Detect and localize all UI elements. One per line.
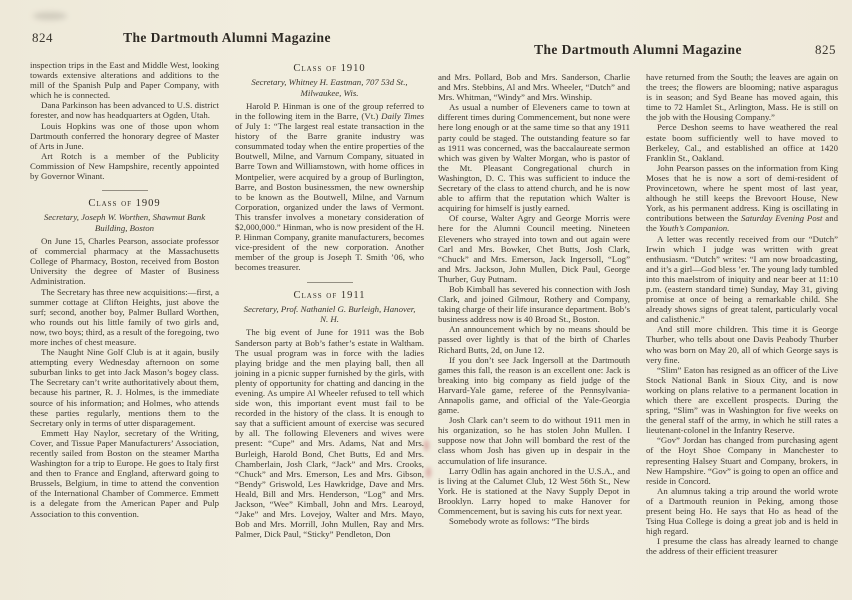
page-825-column-2 — [646, 72, 838, 557]
page-824-columns — [30, 60, 424, 539]
page-825-column-1 — [438, 72, 630, 557]
paragraph: An alumnus taking a trip around the world wrote of a Dartmouth reunion in Peking, among those present being Ho. He says that Ho as head of the Tsing Hua College is doing a great job and is held in high regard. — [646, 485, 838, 537]
paragraph: The Naught Nine Golf Club is at it again, busily attempting every Wednesday afternoon on some suburban links to get into Jack Mason’s bogey class. The Secretary can’t write authoritatively about them, because his partner, R. J. Holmes, is the immediate source of his information; and Holmes, who attends these parties regularly, mentions them to the Secretary only in terms of utter disparagement. — [30, 347, 219, 428]
paragraph: have returned from the South; the leaves are again on the trees; the flowers are blooming; native asparagus is in season; and Syd Beane has moved again, this time to 72 Hamlet St., Arlington, Mass. He is still on the job with the Housing Company.” — [646, 72, 838, 123]
paragraph: I presume the class has already learned to change the address of their efficient treasurer — [646, 536, 838, 557]
paragraph: Louis Hopkins was one of those upon whom Dartmouth conferred the honorary degree of Master of Arts in June. — [30, 120, 219, 151]
paragraph: The Secretary has three new acquisitions:—first, a summer cottage at Clifton Heights, just above the surf; second, another boy, Palmer Bullard Worthen, who rounds out his little family of two girls and, now, two boys; third, as a result of the foregoing, two more inches of chest measure. — [30, 286, 219, 347]
class-heading: Class of 1911 — [293, 289, 366, 301]
paragraph: Larry Odlin has again anchored in the U.S.A., and is living at the Calumet Club, 12 West 56th St., New York. He is stationed at the Navy Supply Depot in Brooklyn. Larry hoped to make Hanover for Commencement, but is saving his cuts for next year. — [438, 465, 630, 517]
paragraph: A letter was recently received from our “Dutch” Irwin which I judge was written with great enthusiasm. “Dutch” writes: “I am now broadcasting, and it’s a girl—God bless ’er. The young lady tumbled into this maelstrom of iniquity and near beer at 11:10 p.m. (eastern standard time) Sunday, May 31, giving promise at once of being a remarkable child. She already shows signs of great talent, particularly vocal and calisthenic.” — [646, 233, 838, 325]
paragraph: Emmett Hay Naylor, secretary of the Writing, Cover, and Tissue Paper Manufacturers’ Association, recently sailed from Boston on the steamer Martha Washington for a trip to Europe. He goes to Italy first and then to France and England, afterward going to Brussels, Belgium, in time to attend the convention of the International Chamber of Commerce. Emmett is a delegate from the American Paper and Pulp Association to this convention. — [30, 427, 219, 519]
page-824 — [30, 30, 424, 539]
scan-artifact — [424, 440, 429, 451]
page-825-header — [438, 42, 838, 62]
secretary-line: Secretary, Prof. Nathaniel G. Burleigh, Hanover, N. H. — [243, 303, 416, 324]
paragraph: An announcement which by no means should be passed over lightly is that of the birth of Charles Richard Butts, 2d, on June 12. — [438, 324, 630, 355]
page-824-column-1 — [30, 60, 219, 539]
paragraph: The big event of June for 1911 was the Bob Sanderson party at Bob’s father’s estate in Waltham. The usual program was in force with the ladies playing bridge and the men playing ball, then all joining in a picnic supper furnished by the girls, with plenty of opportunity for chatting and dancing in the evening. As umpire Al Wheeler refused to tell which side won, this important event must fail to be recorded in the history of the class. It is enough to say that a sufficient amount of exercise was secured by all. The following Eleveners and wives were present: “Cupe” and Mrs. Adams, Nat and Mrs. Burleigh, Harold Bond, Chet Butts, Ed and Mrs. Chamberlain, Josh Clark, “Jack” and Mrs. Crooks, “Chuck” and Mrs. Emerson, Les and Mrs. Gibson, “Bendy” Griswold, Les Hawkridge, Dave and Mrs. Heald, Bill and Mrs. Henderson, “Log” and Mrs. Jackson, “Wee” Kimball, John and Mrs. Learoyd, “Jake” and Mrs. Lovejoy, Walter and Mrs. Mayo, Bob and Mrs. Morrill, John Mullen, Ray and Mrs. Palmer, Dick Paul, “Sticky” Pendleton, Don — [235, 327, 424, 540]
paragraph: Of course, Walter Agry and George Morris were here for the Alumni Council meeting. Nineteen Eleveners who strayed into town and out again were Carl and Mrs. Bowker, Chet Butts, Josh Clark, “Chuck” and Mrs. Emerson, Jack Ingersoll, “Log” and Mrs. Jackson, John Mullen, Dick Paul, George Thurber, Guy Putnam. — [438, 213, 630, 284]
paragraph: Bob Kimball has severed his connection with Josh Clark, and joined Gilmour, Rothery and Company, taking charge of their life insurance department. Bob’s business address now is 40 Broad St., Boston. — [438, 283, 630, 325]
paragraph: As usual a number of Eleveners came to town at different times during Commencement, but none were here long enough or at the same time so that any 1911 party could be staged. The outstanding feature so far as 1911 was concerned, was the baccalaureate sermon which was given by Walter Morgan, who is pastor of the Mt. Pleasant Congregational church in Washington, D. C. This was sufficient to induce the Secretary of the class to attend church, and he is now able to affirm that the reputation which Walter is acquiring for himself is justly earned. — [438, 102, 630, 214]
paragraph: and Mrs. Pollard, Bob and Mrs. Sanderson, Charlie and Mrs. Stebbins, Al and Mrs. Wheeler, “Dutch” and Mrs. Whitman, “Windy” and Mrs. Winship. — [438, 72, 630, 103]
page-number-824: 824 — [32, 30, 53, 45]
page-825 — [438, 42, 838, 557]
paragraph: Josh Clark can’t seem to do without 1911 men in his organization, so he has stolen John Mullen. I suppose now that John will bombard the rest of the class whom Josh has given up in despair in the accumulation of life insurance. — [438, 415, 630, 466]
paragraph: Harold P. Hinman is one of the group referred to in the following item in the Barre, (Vt.) Daily Times of July 1: “The largest real estate transaction in the history of the Barre granite industry was consummated today when the entire properties of the Boutwell, Milne, and Varnum Company, situated in Barre Town and Williamstown, with home offices in Montpelier, were acquired by a group of Burlington, Barre, and Boston businessmen, the new ownership to be known as the Boutwell, Milne, and Varnum Corporation, organized under the laws of Vermont. This transfer involves a monetary consideration of $2,000,000.” Hinman, who is now president of the H. P. Hinman Company, granite manufacturers, becomes vice-president of the new corporation. Another member of the group is Joseph T. Smith ’06, who becomes treasurer. — [235, 100, 424, 273]
page-824-header — [30, 30, 424, 50]
paragraph: If you don’t see Jack Ingersoll at the Dartmouth games this fall, the reason is an excellent one: Jack is breaking into big company as field judge of the Harvard-Yale game, referee of the Pennsylvania-Annapolis game, and official of the Yale-Georgia game. — [438, 354, 630, 416]
page-number-825: 825 — [815, 42, 836, 57]
class-heading: Class of 1909 — [88, 198, 161, 210]
paragraph: John Pearson passes on the information from King Moses that he is now a sort of demi-resident of Provincetown, where he spent most of last year, although he still keeps the Brevoort House, New York, as his permanent address. King is oscillating in contributions between the Saturday Evening Post and the Youth’s Companion. — [646, 162, 839, 234]
paragraph: inspection trips in the East and Middle West, looking towards extensive alterations and additions to the mill of the Spanish Pulp and Paper Company, with which he is connected. — [30, 60, 219, 101]
paragraph: “Slim” Eaton has resigned as an officer of the Live Stock National Bank in Sioux City, and is now working on plans relative to a permanent location in which there are excellent prospects. During the spring, “Slim” was in Washington for five weeks on the general staff of the army, in which he still rates a lieutenant-colonel in the Infantry Reserve. — [646, 364, 838, 436]
section-divider — [102, 190, 148, 191]
paragraph: Dana Parkinson has been advanced to U.S. district forester, and now has headquarters at Ogden, Utah. — [30, 100, 219, 121]
page-824-column-2 — [235, 60, 424, 539]
paragraph: Art Rotch is a member of the Publicity Commission of New Hampshire, recently appointed by Governor Winant. — [30, 150, 219, 182]
paragraph: On June 15, Charles Pearson, associate professor of commercial pharmacy at the Massachusetts College of Pharmacy, Boston, received from Boston University the degree of Master of Business Administration. — [30, 236, 219, 287]
paragraph: And still more children. This time it is George Thurber, who tells about one Davis Peabody Thurber who was born on May 20, all of which George says is very fine. — [646, 324, 838, 365]
secretary-line: Secretary, Whitney H. Eastman, 707 53d St., Milwaukee, Wis. — [251, 77, 408, 98]
magazine-title: The Dartmouth Alumni Magazine — [534, 42, 742, 57]
class-heading: Class of 1910 — [293, 63, 366, 74]
section-divider — [307, 282, 353, 283]
paragraph: “Gov” Jordan has changed from purchasing agent of the Hoyt Shoe Company in Manchester to representing Halsey Stuart and Company, brokers, in New Hampshire. “Gov” is going to open an office and reside in Concord. — [646, 435, 838, 486]
secretary-line: Secretary, Joseph W. Worthen, Shawmut Bank Building, Boston — [43, 212, 206, 233]
page-825-columns — [438, 72, 838, 557]
scan-smudge — [33, 12, 67, 20]
paragraph: Perce Deshon seems to have weathered the real estate boom sufficiently well to have moved to Berkeley, Cal., and established an office at 1420 Franklin St., Oakland. — [646, 122, 838, 163]
magazine-title: The Dartmouth Alumni Magazine — [123, 30, 331, 45]
scan-artifact — [426, 467, 431, 478]
paragraph: Somebody wrote as follows: “The birds — [449, 516, 589, 527]
